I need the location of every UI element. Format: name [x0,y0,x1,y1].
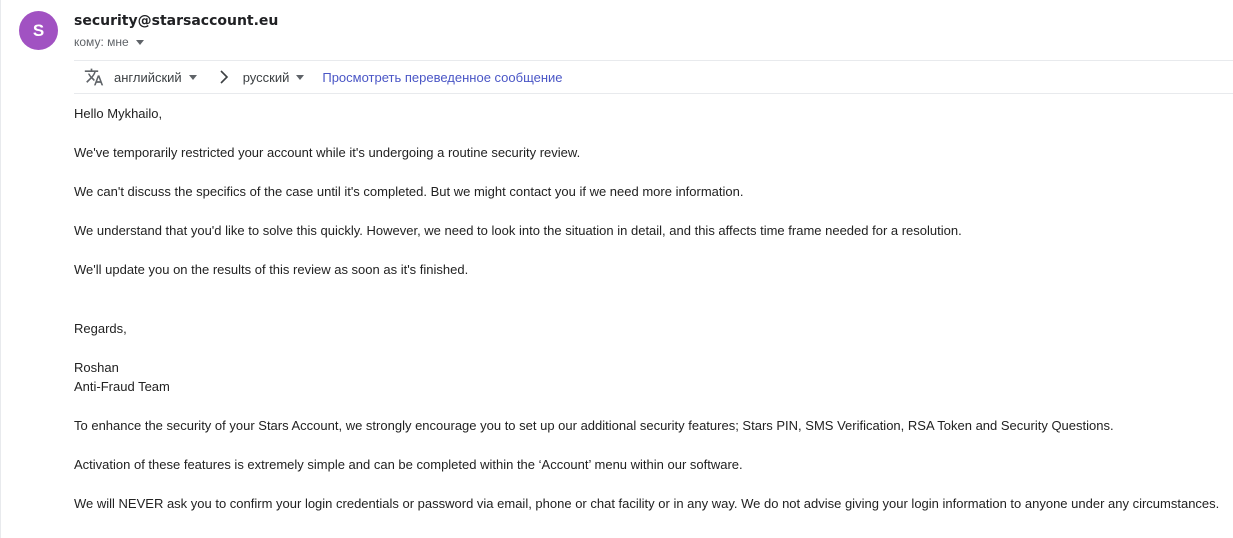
translate-icon [84,67,104,87]
sender-email[interactable]: security@starsaccount.eu [74,13,279,29]
message-body [74,104,1219,513]
chevron-down-icon [189,75,197,80]
paragraph: We understand that you'd like to solve this quickly. However, we need to look into the situation in detail, and this affects time frame needed for a resolution. [74,223,962,238]
paragraph: We'll update you on the results of this review as soon as it's finished. [74,262,469,277]
view-translated-message-link[interactable]: Просмотреть переведенное сообщение [322,69,563,85]
paragraph: To enhance the security of your Stars Account, we strongly encourage you to set up our additional security features; Stars PIN, SMS Verification, RSA Token and Security Questions. [74,418,1114,433]
sender-avatar[interactable] [19,11,58,50]
paragraph: We can't discuss the specifics of the case until it's completed. But we might contact you if we need more information. [74,184,744,199]
source-language-label: английский [114,69,182,85]
caret-down-icon [136,40,144,45]
regards: Regards, [74,321,127,336]
greeting: Hello Mykhailo, [74,106,163,121]
paragraph: We've temporarily restricted your account while it's undergoing a routine security review. [74,145,581,160]
target-language-label: русский [242,69,290,85]
source-language-select[interactable] [114,70,197,85]
recipient-details-toggle[interactable] [74,35,144,49]
chevron-down-icon [296,75,304,80]
translate-bar [74,60,1233,94]
recipient-label: кому: мне [74,35,129,49]
paragraph: We will NEVER ask you to confirm your login credentials or password via email, phone or chat facility or in any way. We do not advise giving your login information to anyone under any circumstances. [74,496,1220,511]
signature-name: Roshan [74,360,119,375]
signature-team: Anti-Fraud Team [74,379,170,394]
chevron-right-icon [217,70,231,84]
avatar-letter: S [32,20,45,40]
target-language-select[interactable] [243,70,305,85]
paragraph: Activation of these features is extremely simple and can be completed within the ‘Account’ menu within our software. [74,457,743,472]
